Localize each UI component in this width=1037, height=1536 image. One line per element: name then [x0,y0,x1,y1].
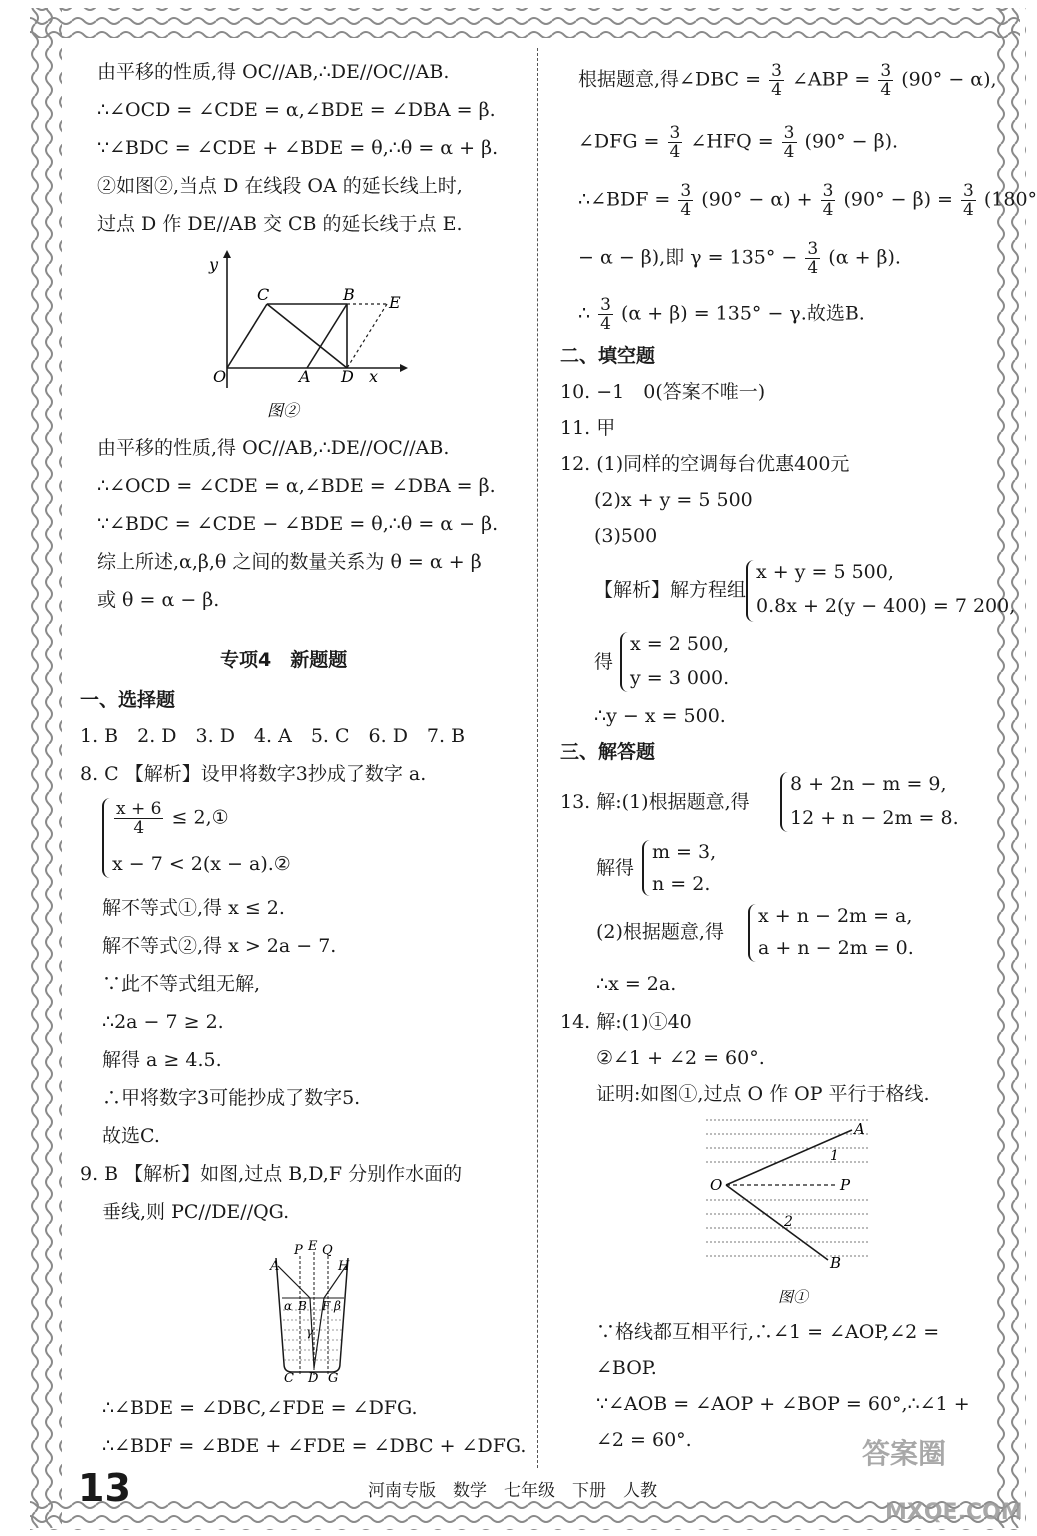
text-line: 得 [594,651,614,673]
fig2-label-d: D [341,367,354,386]
beaker-label-gamma: γ [306,1325,314,1339]
equation: 8 + 2n − m = 9, [790,773,947,795]
beaker-label-a: A [270,1259,280,1274]
text-line: ∴∠OCD = ∠CDE = α,∠BDE = ∠DBA = β. [97,99,496,121]
brace [620,632,630,692]
beaker-label-g: G [328,1371,339,1386]
question-8: 8. C 【解析】设甲将数字3抄成了数字 a. [80,763,427,785]
text-line: − α − β),即 γ = 135° − $\frac{3}{4}$ (α + β). [578,239,901,278]
text-line: ∴∠BDE = ∠DBC,∠FDE = ∠DFG. [102,1397,418,1419]
text-line: ∵∠BDC = ∠CDE + ∠BDE = θ,∴θ = α + β. [97,137,499,159]
footer-text: 河南专版 数学 七年级 下册 人教 [368,1481,657,1501]
text-line: 综上所述,α,β,θ 之间的数量关系为 θ = α + β [97,551,482,573]
fraction: $\frac{3}{4}$ [963,181,974,220]
beaker-label-b: B [298,1299,307,1313]
text-line: ∴∠OCD = ∠CDE = α,∠BDE = ∠DBA = β. [97,475,496,497]
fraction: $\frac{3}{4}$ [680,181,692,220]
fig1-label-angle2: 2 [784,1214,793,1230]
text-line: 故选C. [102,1125,160,1147]
beaker-label-c: C [284,1371,294,1386]
equation: x + y = 5 500, [756,561,894,583]
fig1-caption: 图① [778,1288,809,1306]
text-line: ②∠1 + ∠2 = 60°. [596,1047,765,1069]
brace [102,798,112,878]
equation: n = 2. [652,873,711,895]
beaker-label-alpha: α [284,1299,293,1313]
text-line: ∴ $\frac{3}{4}$ (α + β) = 135° − γ.故选B. [578,295,865,334]
fig1-label-angle1: 1 [830,1148,839,1164]
text-line: 由平移的性质,得 OC//AB,∴DE//OC//AB. [97,61,450,83]
text-line: (2)根据题意,得 [596,921,724,943]
fraction: $\frac{3}{4}$ [600,295,611,334]
text-line: 或 θ = α − β. [97,589,220,611]
text-line: 解得 [596,857,635,879]
text-line: ∴2a − 7 ≥ 2. [102,1011,224,1033]
text-line: 【解析】解方程组 [594,579,747,601]
fraction: $\frac{3}{4}$ [669,123,681,162]
fraction: $\frac{3}{4}$ [880,61,892,100]
text-line: ∠2 = 60°. [596,1429,692,1451]
fraction: $\frac{3}{4}$ [807,239,819,278]
text-line: ∴∠BDF = $\frac{3}{4}$ (90° − α) + $\frac{3}{4}$ (90° − β) = $\frac{3}{4}$ (180° [578,181,1037,220]
section-heading: 一、选择题 [80,689,176,711]
text-line: (2)x + y = 5 500 [594,489,753,511]
fraction: $\frac{3}{4}$ [771,61,782,100]
text-line: ∴y − x = 500. [594,705,726,727]
fig1-label-a: A [854,1120,865,1138]
fig2-label-o: O [213,367,227,386]
brace [746,560,756,622]
text-line: ∵∠AOB = ∠AOP + ∠BOP = 60°,∴∠1 + [596,1393,970,1415]
equation: m = 3, [652,841,717,863]
answer-13: 13. 解:(1)根据题意,得 [560,791,750,813]
fig2-label-y: y [209,255,219,274]
fig2-label-c: C [257,285,270,304]
brace [748,904,758,962]
inequality-2: x − 7 < 2(x − a).② [112,853,291,875]
text-line: 过点 D 作 DE//AB 交 CB 的延长线于点 E. [97,213,463,235]
text-line: ∵此不等式组无解, [102,973,261,995]
fig2-label-a: A [299,367,311,386]
equation: y = 3 000. [630,667,730,689]
beaker-label-f: F [322,1299,331,1313]
fig1-label-o: O [710,1176,723,1194]
text-line: ∠DFG = $\frac{3}{4}$ ∠HFQ = $\frac{3}{4}$ (90° − β). [578,123,899,162]
answer-14: 14. 解:(1)①40 [560,1011,692,1033]
text-line: 解不等式②,得 x > 2a − 7. [102,935,337,957]
beaker-label-p: P [294,1243,303,1258]
text-line: 根据题意,得∠DBC = $\frac{3}{4}$ ∠ABP = $\frac{3}{4}$ (90° − α), [578,61,997,100]
text-line: (3)500 [594,525,658,547]
beaker-diagram [262,1236,362,1384]
fig1-label-b: B [830,1254,842,1272]
fig2-label-b: B [343,285,355,304]
answer-11: 11. 甲 [560,417,616,439]
text-line: 解不等式①,得 x ≤ 2. [102,897,285,919]
answer-12: 12. (1)同样的空调每台优惠400元 [560,453,850,475]
text-line: ∴∠BDF = ∠BDE + ∠FDE = ∠DBC + ∠DFG. [102,1435,527,1457]
brace [642,840,652,896]
text-line: ∴甲将数字3可能抄成了数字5. [102,1087,361,1109]
text-line: 垂线,则 PC//DE//QG. [102,1201,290,1223]
fraction: $\frac{3}{4}$ [783,123,795,162]
fig2-label-e: E [389,293,401,312]
section-title: 专项4 新题题 [220,649,348,671]
fig1-label-p: P [840,1176,851,1194]
equation: x + n − 2m = a, [758,905,913,927]
question-9: 9. B 【解析】如图,过点 B,D,F 分别作水面的 [80,1163,463,1185]
section-heading: 三、解答题 [560,741,656,763]
text-line: 解得 a ≥ 4.5. [102,1049,222,1071]
answers-row: 1. B 2. D 3. D 4. A 5. C 6. D 7. B [80,725,466,747]
text-line: ∵∠BDC = ∠CDE − ∠BDE = θ,∴θ = α − β. [97,513,499,535]
beaker-label-h: H [338,1259,350,1274]
fig2-label-x: x [369,367,379,386]
beaker-label-q: Q [322,1243,333,1258]
equation: x = 2 500, [630,633,730,655]
equation: 12 + n − 2m = 8. [790,807,959,829]
equation: 0.8x + 2(y − 400) = 7 200, [756,595,1016,617]
watermark-url: MXQE.COM [885,1500,1023,1525]
brace [780,772,790,832]
text-line: 由平移的性质,得 OC//AB,∴DE//OC//AB. [97,437,450,459]
fraction: $\frac{x + 6}{4}$ [116,799,162,838]
equation: a + n − 2m = 0. [758,937,914,959]
text-line: 证明:如图①,过点 O 作 OP 平行于格线. [596,1083,930,1105]
text-line: ∵格线都互相平行,∴∠1 = ∠AOP,∠2 = [596,1321,940,1343]
page-number: 13 [78,1466,131,1510]
beaker-label-d: D [308,1371,319,1386]
figure-2-diagram [195,248,415,428]
fig2-caption: 图② [267,401,300,420]
text-line: ∠BOP. [596,1357,657,1379]
beaker-label-e: E [308,1239,318,1254]
fraction: $\frac{3}{4}$ [822,181,834,220]
beaker-label-beta: β [334,1299,341,1313]
answer-10: 10. −1 0(答案不唯一) [560,381,766,403]
watermark-logo: 答案圈 [862,1437,947,1470]
figure-1-diagram [700,1112,880,1312]
column-divider [537,48,538,1468]
text-line: ②如图②,当点 D 在线段 OA 的延长线上时, [97,175,463,197]
inequality-1: $\frac{x + 6}{4}$ ≤ 2,① [116,799,229,838]
text-line: ∴x = 2a. [596,973,677,995]
section-heading: 二、填空题 [560,345,656,367]
